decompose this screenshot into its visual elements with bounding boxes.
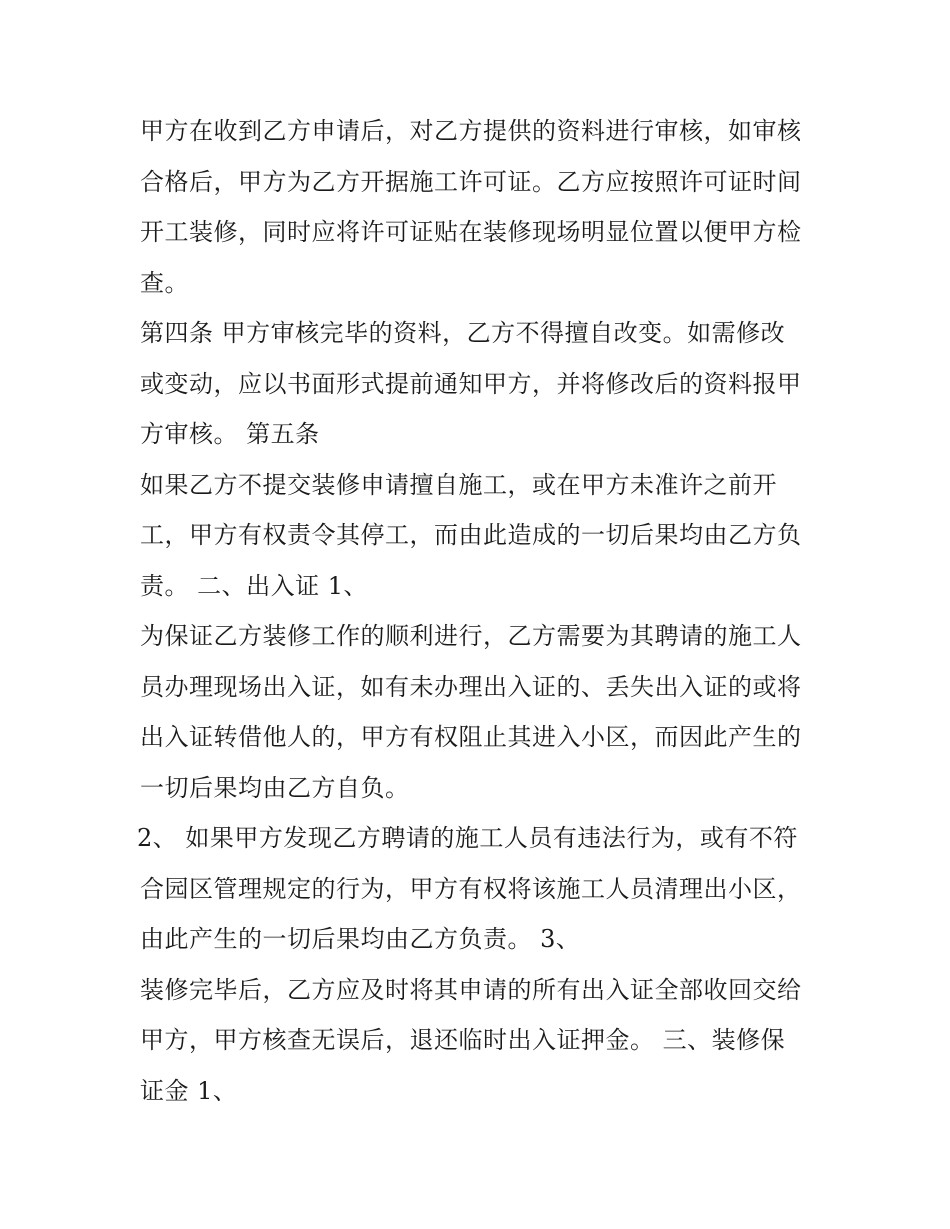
text-line: 合园区管理规定的行为，甲方有权将该施工人员清理出小区， — [140, 874, 802, 903]
text-line: 开工装修，同时应将许可证贴在装修现场明显位置以便甲方检 — [140, 218, 802, 246]
text-line: 合格后，甲方为乙方开据施工许可证。乙方应按照许可证时间 — [140, 167, 802, 196]
text-line: 或变动，应以书面形式提前通知甲方，并将修改后的资料报甲 — [140, 369, 802, 398]
text-line: 出入证转借他人的，甲方有权阻止其进入小区，而因此产生的 — [140, 723, 802, 751]
text-line: 第四条 甲方审核完毕的资料，乙方不得擅自改变。如需修改 — [140, 319, 786, 347]
document-body — [137, 112, 820, 1122]
text-line: 方审核。 第五条 — [140, 420, 320, 448]
text-line: 如果乙方不提交装修申请擅自施工，或在甲方未准许之前开 — [140, 470, 777, 499]
text-line: 2、 如果甲方发现乙方聘请的施工人员有违法行为，或有不符 — [137, 824, 798, 852]
text-line: 甲方，甲方核查无误后，退还临时出入证押金。 三、装修保 — [140, 1026, 786, 1054]
text-line: 一切后果均由乙方自负。 — [140, 773, 410, 802]
text-line: 为保证乙方装修工作的顺利进行，乙方需要为其聘请的施工人 — [140, 622, 802, 650]
text-line: 查。 — [140, 268, 189, 297]
text-line: 责。 二、出入证 1、 — [140, 571, 369, 600]
text-line: 由此产生的一切后果均由乙方负责。 3、 — [140, 925, 581, 953]
text-line: 装修完毕后，乙方应及时将其申请的所有出入证全部收回交给 — [140, 975, 802, 1004]
text-line: 员办理现场出入证，如有未办理出入证的、丢失出入证的或将 — [140, 672, 802, 701]
text-line: 证金 1、 — [140, 1076, 238, 1105]
text-line: 甲方在收到乙方申请后，对乙方提供的资料进行审核，如审核 — [140, 117, 802, 145]
text-line: 工，甲方有权责令其停工，而由此造成的一切后果均由乙方负 — [140, 521, 802, 549]
